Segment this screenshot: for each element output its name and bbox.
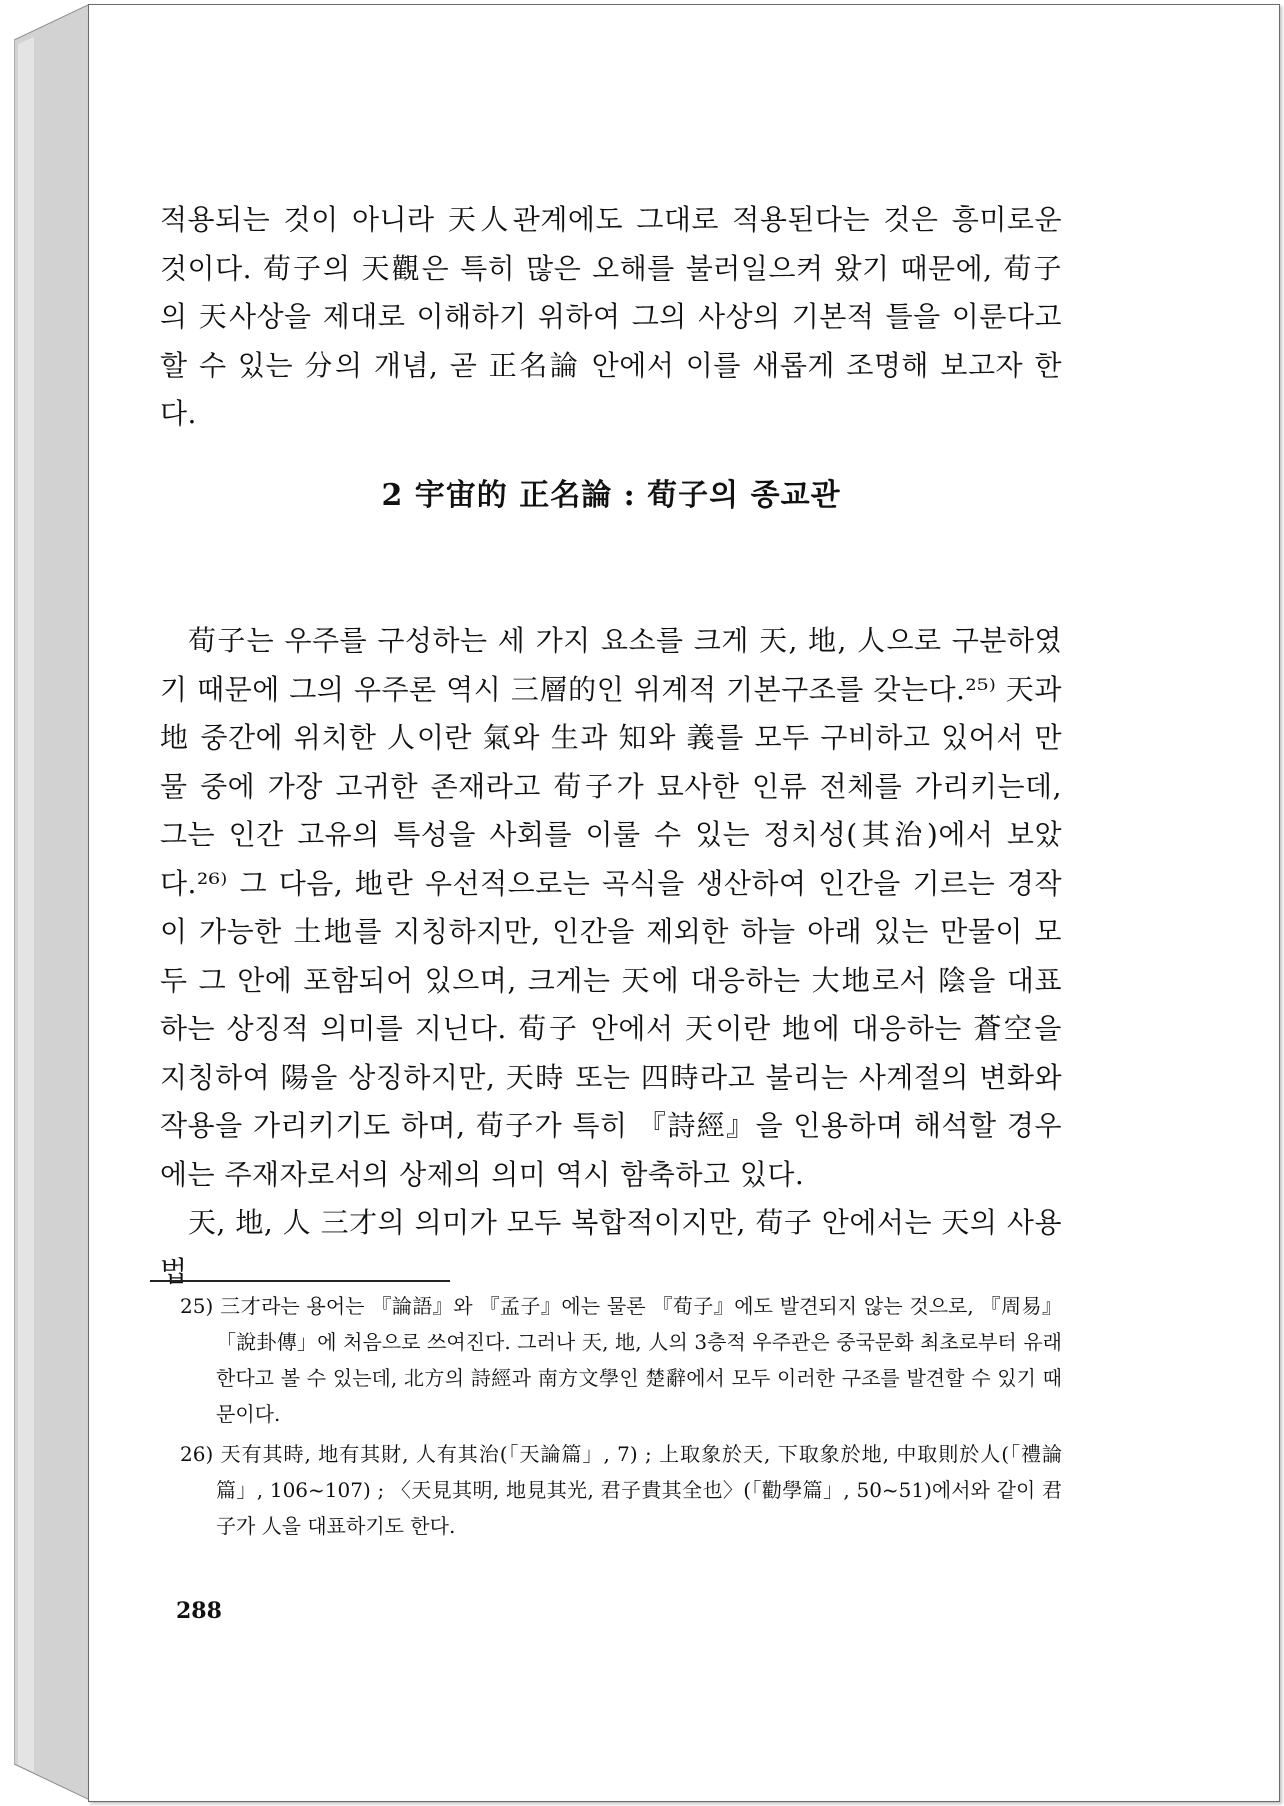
footnote-25: 25) 三才라는 용어는 『論語』와 『孟子』에는 물론 『荀子』에도 발견되지 않는 것으로, 『周易』「說卦傳」에 처음으로 쓰여진다. 그러나 天, 地, 人의 3층적 우주관은 중국문화 최초로부터 유래한다고 볼 수 있는데, 北方의 詩經과 南方文學인 楚辭에서 모두 이러한 구조를 발견할 수 있기 때문이다. xyxy=(180,1294,1062,1426)
footnotes xyxy=(180,1288,1062,1548)
paragraph-cosmology: 荀子는 우주를 구성하는 세 가지 요소를 크게 天, 地, 人으로 구분하였기 때문에 그의 우주론 역시 三層的인 위계적 기본구조를 갖는다.²⁵⁾ 天과 地 중간에 위치한 人이란 氣와 生과 知와 義를 모두 구비하고 있어서 만물 중에 가장 고귀한 존재라고 荀子가 묘사한 인류 전체를 가리키는데, 그는 인간 고유의 특성을 사회를 이룰 수 있는 정치성(其治)에서 보았다.²⁶⁾ 그 다음, 地란 우선적으로는 곡식을 생산하여 인간을 기르는 경작이 가능한 土地를 지칭하지만, 인간을 제외한 하늘 아래 있는 만물이 모두 그 안에 포함되어 있으며, 크게는 天에 대응하는 大地로서 陰을 대표하는 상징적 의미를 지닌다. 荀子 안에서 天이란 地에 대응하는 蒼空을 지칭하여 陽을 상징하지만, 天時 또는 四時라고 불리는 사계절의 변화와 작용을 가리키기도 하며, 荀子가 특히 『詩經』을 인용하며 해석할 경우에는 주재자로서의 상제의 의미 역시 함축하고 있다. xyxy=(160,624,1062,1191)
footnote-26: 26) 天有其時, 地有其財, 人有其治(「天論篇」, 7) ; 上取象於天, 下取象於地, 中取則於人(「禮論篇」, 106~107) ; 〈天見其明, 地見其光, 君子貴其全也〉(「勸學篇」, 50~51)에서와 같이 君子가 人을 대표하기도 한다. xyxy=(180,1442,1062,1538)
paragraph-three-talents: 天, 地, 人 三才의 의미가 모두 복합적이지만, 荀子 안에서는 天의 사용법 xyxy=(160,1206,1062,1288)
intro-text xyxy=(160,196,1062,439)
paragraph-intro: 적용되는 것이 아니라 天人관계에도 그대로 적용된다는 것은 흥미로운 것이다. 荀子의 天觀은 특히 많은 오해를 불러일으켜 왔기 때문에, 荀子의 天사상을 제대로 이해하기 위하여 그의 사상의 기본적 틀을 이룬다고 할 수 있는 分의 개념, 곧 正名論 안에서 이를 새롭게 조명해 보고자 한다. xyxy=(160,203,1062,430)
page-number: 288 xyxy=(176,1598,222,1624)
main-text xyxy=(160,617,1062,1296)
book-spine xyxy=(14,4,90,1800)
footnote-divider xyxy=(150,1280,450,1282)
section-heading: 2 宇宙的 正名論 : 荀子의 종교관 xyxy=(381,478,841,513)
